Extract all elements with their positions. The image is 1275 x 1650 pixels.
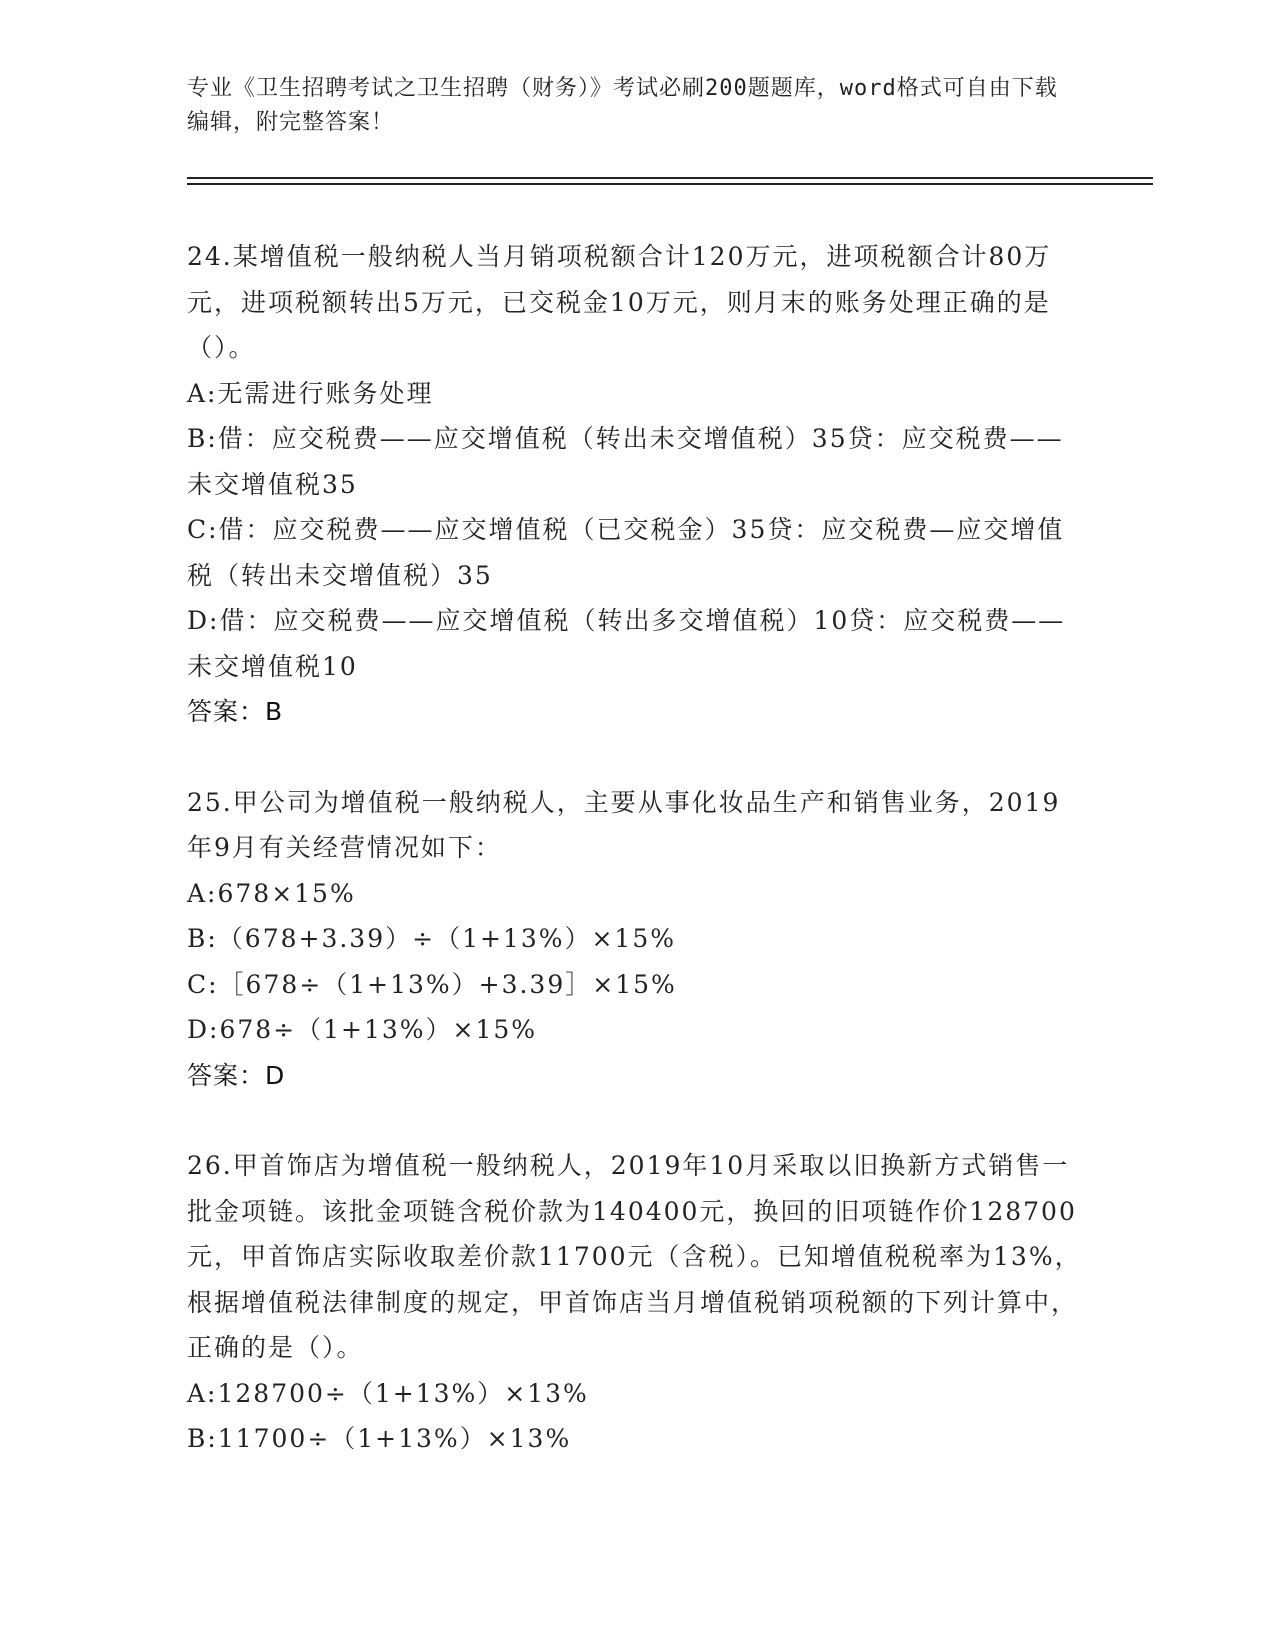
question-list: [187, 234, 1087, 1462]
question-stem: 24.某增值税一般纳税人当月销项税额合计120万元，进项税额合计80万元，进项税额转出5万元，已交税金10万元，则月末的账务处理正确的是（）。: [187, 242, 1052, 362]
header-divider-top: [187, 177, 1153, 179]
option-d: D:678÷（1+13%）×15%: [187, 1015, 538, 1044]
option-c: C:［678÷（1+13%）+3.39］×15%: [187, 969, 677, 999]
document-header: 专业《卫生招聘考试之卫生招聘（财务）》考试必刷200题题库，word格式可自由下载编辑，附完整答案！: [187, 76, 1058, 135]
question-stem: 26.甲首饰店为增值税一般纳税人，2019年10月采取以旧换新方式销售一批金项链。该批金项链含税价款为140400元，换回的旧项链作价128700元，甲首饰店实际收取差价款11700元（含税）。已知增值税税率为13%，根据增值税法律制度的规定，甲首饰店当月增值税销项税额的下列计算中，正确的是（）。: [187, 1151, 1082, 1362]
option-b: B:借：应交税费——应交增值税（转出未交增值税）35贷：应交税费——未交增值税35: [187, 424, 1064, 499]
option-b: B:11700÷（1+13%）×13%: [187, 1424, 572, 1453]
option-a: A:678×15%: [187, 878, 356, 908]
question-24: [187, 234, 1087, 735]
answer-line: 答案：D: [187, 1060, 286, 1090]
option-b: B:（678+3.39）÷（1+13%）×15%: [187, 924, 677, 953]
question-stem: 25.甲公司为增值税一般纳税人，主要从事化妆品生产和销售业务，2019年9月有关经营情况如下：: [187, 787, 1061, 862]
answer-line: 答案：B: [187, 697, 284, 726]
question-25: [187, 780, 1087, 1099]
option-a: A:128700÷（1+13%）×13%: [187, 1378, 589, 1408]
option-a: A:无需进行账务处理: [187, 378, 434, 408]
option-c: C:借：应交税费——应交增值税（已交税金）35贷：应交税费—应交增值税（转出未交增值税）35: [187, 515, 1065, 590]
question-26: [187, 1143, 1087, 1462]
question-spacer: [187, 735, 1087, 780]
header-divider-bottom: [187, 183, 1153, 185]
option-d: D:借：应交税费——应交增值税（转出多交增值税）10贷：应交税费——未交增值税10: [187, 606, 1066, 681]
question-spacer: [187, 1098, 1087, 1143]
